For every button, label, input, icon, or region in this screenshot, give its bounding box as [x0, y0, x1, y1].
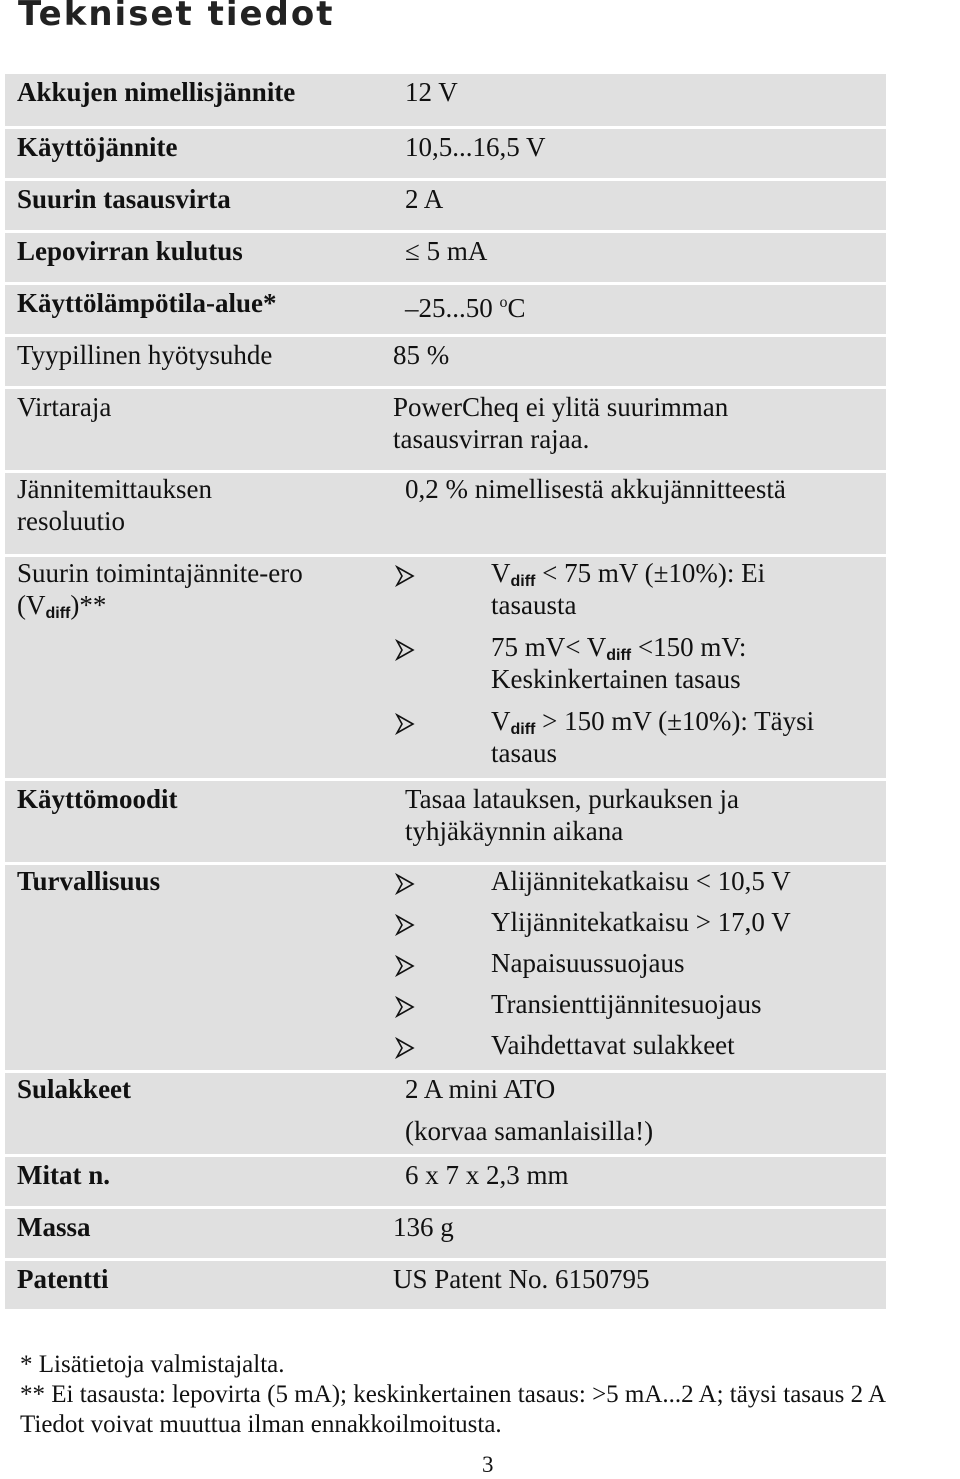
bullet-sub: diff	[606, 647, 632, 664]
row-label-line1: Jännitemittauksen	[17, 474, 212, 504]
label-text: )**	[70, 590, 107, 620]
row-efficiency	[5, 334, 886, 386]
row-label: Mitat n.	[17, 1160, 110, 1190]
row-value: 85 %	[393, 340, 450, 370]
bullet-line2: tasausta	[491, 590, 577, 620]
arrow-bullet-icon	[395, 996, 415, 1018]
value-text: –25...50	[405, 293, 500, 323]
bullet-text: > 150 mV (±10%): Täysi	[535, 706, 815, 736]
safety-item: Ylijännitekatkaisu > 17,0 V	[491, 907, 791, 937]
row-label: Käyttömoodit	[17, 784, 178, 814]
bullet-sub: diff	[510, 721, 536, 738]
footnote: ** Ei tasausta: lepovirta (5 mA); keskinkertainen tasaus: >5 mA...2 A; täysi tasaus 2 A	[20, 1381, 887, 1408]
row-label: Massa	[17, 1212, 91, 1242]
row-value: 6 x 7 x 2,3 mm	[405, 1160, 569, 1190]
row-max-balancing-current	[5, 178, 886, 230]
row-value-line1: PowerCheq ei ylitä suurimman	[393, 392, 729, 422]
row-value: 0,2 % nimellisestä akkujännitteestä	[405, 474, 786, 504]
bullet-text: V	[491, 558, 511, 588]
spec-table	[5, 74, 886, 1309]
arrow-bullet-icon	[395, 1037, 415, 1059]
row-value	[405, 287, 526, 324]
arrow-bullet-icon	[395, 914, 415, 936]
arrow-bullet-icon	[395, 955, 415, 977]
row-value-line2: tasausvirran rajaa.	[393, 424, 590, 454]
bullet-line2: Keskinkertainen tasaus	[491, 664, 741, 694]
label-sub: diff	[45, 605, 71, 622]
row-safety	[5, 862, 886, 1070]
footnotes	[20, 1350, 886, 1440]
row-label: Suurin tasausvirta	[17, 184, 231, 214]
row-value	[405, 235, 487, 267]
label-text: (V	[17, 590, 46, 620]
arrow-bullet-icon	[395, 713, 415, 735]
row-patent	[5, 1258, 886, 1309]
row-dimensions	[5, 1154, 886, 1206]
row-value: 2 A	[405, 184, 444, 214]
row-value-line1: 2 A mini ATO	[405, 1074, 556, 1104]
row-label-line2: resoluutio	[17, 506, 125, 536]
bullet-sub: diff	[510, 573, 536, 590]
row-value: 12 V	[405, 77, 458, 107]
row-max-vdiff	[5, 554, 886, 778]
row-fuses	[5, 1070, 886, 1154]
bullet-text: <150 mV:	[631, 632, 747, 662]
row-label: Virtaraja	[17, 392, 112, 422]
bullet-text: < 75 mV (±10%): Ei	[535, 558, 766, 588]
safety-item: Vaihdettavat sulakkeet	[491, 1030, 735, 1060]
row-modes	[5, 778, 886, 862]
row-value-line2: (korvaa samanlaisilla!)	[405, 1116, 654, 1146]
row-label: Patentti	[17, 1264, 109, 1294]
row-value-line1: Tasaa latauksen, purkauksen ja	[405, 784, 739, 814]
row-label-line2	[17, 589, 106, 630]
value-text: 5 mA	[426, 236, 488, 266]
row-value: 136 g	[393, 1212, 454, 1242]
footnote: Tiedot voivat muuttua ilman ennakkoilmoitusta.	[20, 1411, 502, 1438]
degree-sup: o	[499, 294, 508, 311]
bullet-text: 75 mV< V	[491, 632, 607, 662]
page-title: Tekniset tiedot	[18, 0, 335, 34]
less-equal-symbol: ≤	[405, 236, 420, 266]
row-label: Lepovirran kulutus	[17, 236, 243, 266]
arrow-bullet-icon	[395, 639, 415, 661]
row-label: Sulakkeet	[17, 1074, 132, 1104]
row-label: Käyttölämpötila-alue*	[17, 288, 277, 318]
footnote: * Lisätietoja valmistajalta.	[20, 1351, 285, 1378]
arrow-bullet-icon	[395, 565, 415, 587]
row-label: Tyypillinen hyötysuhde	[17, 340, 273, 370]
row-value: US Patent No. 6150795	[393, 1264, 650, 1294]
safety-item: Alijännitekatkaisu < 10,5 V	[491, 866, 791, 896]
row-label: Käyttöjännite	[17, 132, 178, 162]
row-value-line2: tyhjäkäynnin aikana	[405, 816, 624, 846]
value-unit: C	[507, 293, 526, 323]
bullet-text: V	[491, 706, 511, 736]
row-operating-voltage	[5, 126, 886, 178]
safety-item: Transienttijännitesuojaus	[491, 989, 762, 1019]
row-label-line1: Suurin toimintajännite-ero	[17, 558, 303, 588]
row-label: Turvallisuus	[17, 866, 161, 896]
row-mass	[5, 1206, 886, 1258]
safety-item: Napaisuussuojaus	[491, 948, 685, 978]
arrow-bullet-icon	[395, 873, 415, 895]
page-number: 3	[482, 1452, 494, 1477]
row-value: 10,5...16,5 V	[405, 132, 546, 162]
row-label: Akkujen nimellisjännite	[17, 77, 296, 107]
row-nominal-voltage	[5, 74, 886, 126]
bullet-line2: tasaus	[491, 738, 557, 768]
row-temp-range	[5, 282, 886, 334]
row-resolution	[5, 470, 886, 554]
row-quiescent-current	[5, 230, 886, 282]
row-current-limit	[5, 386, 886, 470]
